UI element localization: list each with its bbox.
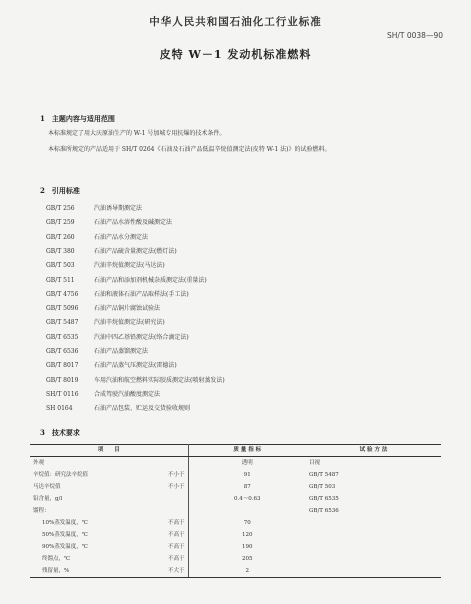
section-1-paragraph-2: 本标准所规定的产品适用于 SH/T 0264《石油及石油产品低温辛烷值测定法(皮特 W-1 法)》的试验燃料。 [48,146,331,153]
column-header-spec: 质 量 指 标 [188,445,306,457]
reference-item [46,289,189,298]
reference-item [46,389,160,398]
row-value-cell [188,505,306,517]
reference-code: SH 0164 [46,405,73,413]
reference-code: SH/T 0116 [46,390,79,398]
reference-title: 汽油诱导期测定法 [94,205,143,212]
reference-item [46,332,189,341]
standard-issuer-header: 中华人民共和国石油化工行业标准 [149,16,322,28]
row-unit-cell: 不小于 [150,481,188,493]
reference-code: GB/T 511 [46,276,75,284]
reference-code: GB/T 8019 [46,376,79,384]
reference-title: 石油产品水分测定法 [94,233,149,241]
table-row [30,541,441,553]
reference-title: 石油产品硫含量测定法(燃灯法) [94,247,177,255]
row-value-cell: 70 [243,520,251,526]
reference-title: 石油产品蒸馏测定法 [94,348,149,355]
table-row [30,565,441,578]
row-item-cell: 馏程： [33,508,50,514]
reference-title: 石油产品和添加剂机械杂质测定法(重量法) [94,276,207,284]
table-row [30,505,441,517]
row-item-cell: 10%蒸发温度，℃ [42,520,88,526]
reference-title: 石油产品铜片腐蚀试验法 [94,305,161,313]
reference-code: GB/T 6536 [46,348,79,355]
row-value-cell: 2 [188,565,306,578]
row-item-cell: 50%蒸发温度，℃ [42,532,88,538]
row-value-cell: 205 [242,556,253,562]
reference-item [46,275,207,284]
table-row [30,529,441,541]
row-method-cell [306,553,441,565]
row-unit-cell: 不高于 [150,517,188,529]
reference-code: GB/T 6535 [46,333,79,341]
row-unit-cell [150,457,188,470]
section-2-heading: 2 引用标准 [40,186,80,195]
row-unit-cell: 不小于 [150,469,188,481]
section-3-heading: 3 技术要求 [40,428,80,437]
table-header-row [30,445,441,457]
row-method-cell [306,529,441,541]
row-method-cell: GB/T 6536 [309,508,339,514]
row-unit-cell: 不大于 [150,565,188,578]
standard-number: SH/T 0038—90 [386,31,443,40]
reference-title: 石油产品蒸气压测定法(雷德法) [94,362,177,370]
row-value-cell: 190 [242,544,253,550]
row-unit-cell: 不高于 [150,553,188,565]
row-item-cell: 外观 [33,460,45,466]
reference-item [46,317,165,326]
reference-code: GB/T 256 [46,205,75,212]
reference-item [46,346,148,355]
table-row [30,553,441,565]
row-value-cell: 120 [242,532,253,538]
row-method-cell: 目视 [309,460,321,466]
reference-title: 石油产品水溶性酸及碱测定法 [94,219,173,227]
row-item-cell: 90%蒸发温度，℃ [42,544,88,550]
document-title: 皮特 W－1 发动机标准燃料 [159,48,312,61]
reference-item [46,303,160,312]
table-row [30,481,441,493]
row-method-cell [306,565,441,578]
section-1-heading: 1 主题内容与适用范围 [40,114,115,123]
reference-item [46,360,177,369]
table-row [30,517,441,529]
reference-item [46,232,148,241]
row-item-cell: 铅含量，g/l [33,496,63,502]
reference-item [46,246,177,255]
row-method-cell [306,541,441,553]
row-unit-cell [150,493,188,505]
reference-title: 合成驾驶汽油酸度测定法 [94,390,161,398]
row-item-cell: 辛烷值：研究法辛烷值 [33,472,89,478]
reference-code: GB/T 380 [46,247,75,255]
table-row [30,457,441,470]
row-unit-cell [150,505,188,517]
row-item-cell: 马达辛烷值 [33,484,61,490]
technical-requirements-table [30,444,441,578]
row-value-cell: 0.4～0.63 [234,496,261,502]
row-method-cell: GB/T 6535 [309,496,339,502]
reference-item [46,375,225,384]
row-method-cell: GB/T 5487 [309,472,339,478]
row-item-cell: 残留量，% [30,565,150,578]
column-header-item: 项 目 [30,445,188,457]
reference-title: 汽油辛烷值测定法(研究法) [94,319,165,327]
reference-title: 石油和液体石油产品取样法(手工法) [94,290,189,298]
reference-code: GB/T 5096 [46,305,79,313]
reference-title: 汽油辛烷值测定法(马达法) [94,262,165,270]
reference-item [46,203,142,212]
table-row [30,469,441,481]
reference-code: GB/T 503 [46,262,75,270]
reference-title: 车用汽油和航空燃料实际胶质测定法(喷射蒸发法) [94,376,225,384]
section-1-paragraph-1: 本标准规定了用大庆原油生产的 W-1 号加城专用抗爆的技术条件。 [48,130,226,137]
reference-item [46,260,165,269]
reference-code: GB/T 260 [46,233,75,241]
reference-title: 石油产品包装、贮运及交货验收规则 [94,405,191,413]
reference-code: GB/T 5487 [46,319,79,327]
row-unit-cell: 不高于 [150,529,188,541]
table-row [30,493,441,505]
row-value-cell: 87 [243,484,251,490]
row-item-cell: 终馏点，℃ [42,556,71,562]
column-header-method: 试 验 方 法 [306,445,441,457]
row-value-cell: 透明 [241,460,253,466]
reference-code: GB/T 8017 [46,362,79,370]
reference-code: GB/T 4756 [46,290,79,298]
reference-title: 汽油中四乙基铅测定法(络合滴定法) [94,333,189,341]
row-unit-cell: 不高于 [150,541,188,553]
row-method-cell [306,517,441,529]
reference-item [46,217,172,226]
reference-item [46,403,190,412]
reference-code: GB/T 259 [46,219,75,227]
row-value-cell: 91 [243,472,251,478]
row-method-cell: GB/T 503 [309,484,336,490]
